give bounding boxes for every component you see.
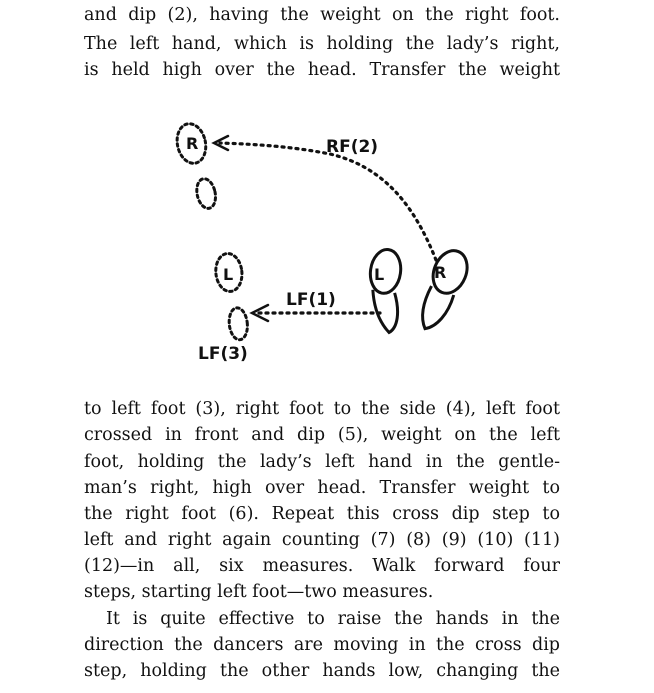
text-line: crossed in front and dip (5), weight on the left [84,425,560,445]
text-line: It is quite effective to raise the hands in the [106,609,560,629]
foot-letter-l-left: L [223,265,234,284]
text-line: and dip (2), having the weight on the right foot. [84,5,560,25]
text-line: steps, starting left foot—two measures. [84,582,434,602]
left-foot-solid-print [362,248,406,334]
footprint-diagram-svg [150,112,480,382]
text-line: (12)—in all, six measures. Walk forward four [84,556,560,576]
text-line: The left hand, which is holding the lady’s right, [84,34,560,54]
footprint-diagram [150,112,480,382]
text-line: to left foot (3), right foot to the side (4), left foot [84,399,560,419]
label-lf1: LF(1) [286,290,336,310]
foot-letter-l-solid: L [374,265,385,284]
label-rf2: RF(2) [326,137,379,157]
foot-letter-r-top: R [186,134,199,153]
text-line: left and right again counting (7) (8) (9) (10) (11) [84,530,560,550]
text-line: direction the dancers are moving in the cross dip [84,635,560,655]
text-line: the right foot (6). Repeat this cross dip step to [84,504,560,524]
text-line: foot, holding the lady’s left hand in the gentle- [84,452,560,472]
text-line: man’s right, high over head. Transfer weight to [84,478,560,498]
rf2-path [220,143,436,260]
text-line: is held high over the head. Transfer the weight [84,60,560,80]
foot-letter-r-solid: R [434,263,447,282]
label-lf3: LF(3) [198,344,248,364]
right-foot-solid-print [412,246,473,336]
text-line: step, holding the other hands low, changing the [84,661,560,681]
